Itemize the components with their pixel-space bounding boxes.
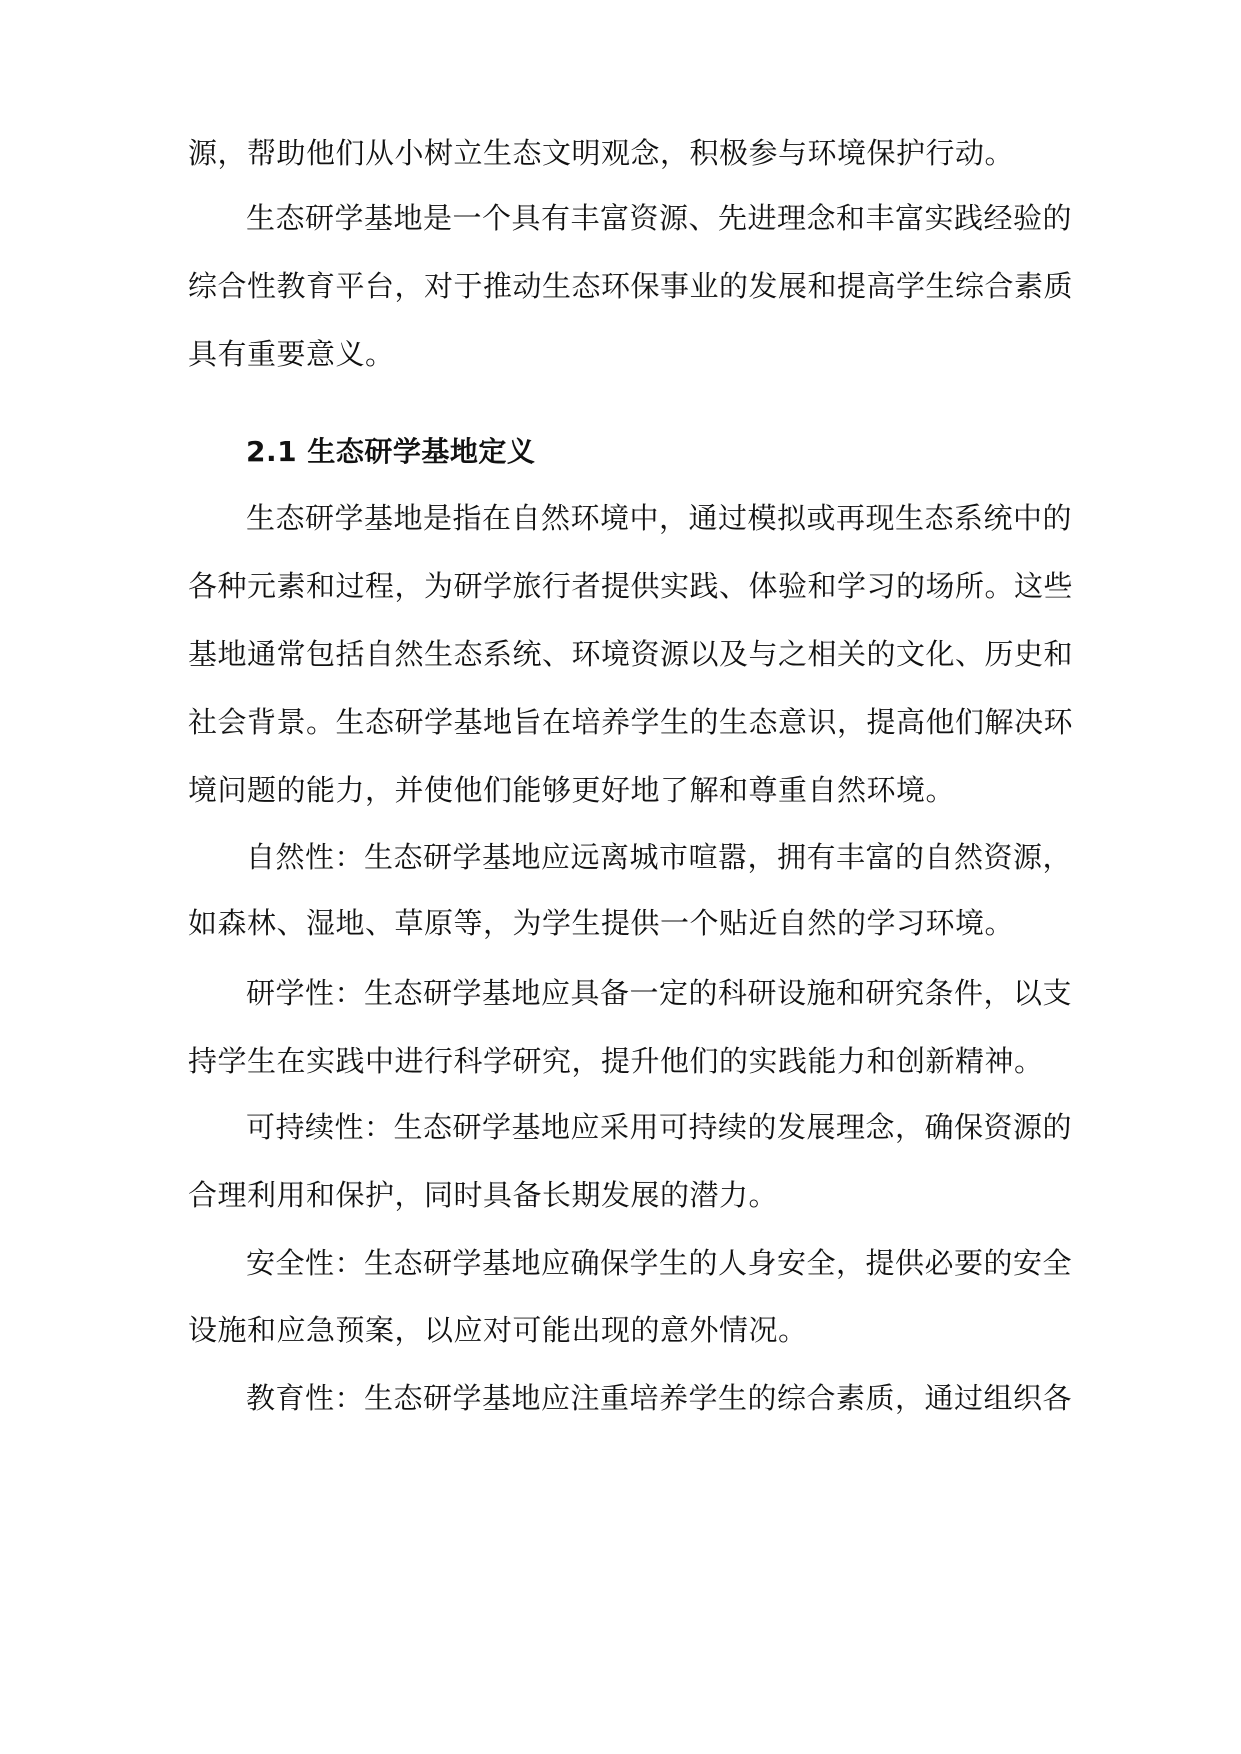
paragraph-line: 自然性：生态研学基地应远离城市喧嚣，拥有丰富的自然资源，: [246, 840, 1073, 874]
paragraph-line: 综合性教育平台，对于推动生态环保事业的发展和提高学生综合素质: [188, 269, 1074, 303]
section-heading: 2.1 生态研学基地定义: [246, 435, 536, 468]
paragraph-line: 基地通常包括自然生态系统、环境资源以及与之相关的文化、历史和: [188, 637, 1074, 671]
paragraph-line: 研学性：生态研学基地应具备一定的科研设施和研究条件，以支: [246, 976, 1073, 1010]
paragraph-line: 持学生在实践中进行科学研究，提升他们的实践能力和创新精神。: [188, 1044, 1044, 1078]
paragraph-line: 教育性：生态研学基地应注重培养学生的综合素质，通过组织各: [246, 1381, 1073, 1415]
paragraph-line: 境问题的能力，并使他们能够更好地了解和尊重自然环境。: [188, 773, 956, 807]
paragraph-line: 安全性：生态研学基地应确保学生的人身安全，提供必要的安全: [246, 1246, 1073, 1280]
paragraph-line: 源，帮助他们从小树立生态文明观念，积极参与环境保护行动。: [188, 136, 1015, 170]
paragraph-line: 可持续性：生态研学基地应采用可持续的发展理念，确保资源的: [246, 1110, 1073, 1144]
paragraph-line: 社会背景。生态研学基地旨在培养学生的生态意识，提高他们解决环: [188, 705, 1074, 739]
paragraph-line: 如森林、湿地、草原等，为学生提供一个贴近自然的学习环境。: [188, 906, 1015, 940]
paragraph-line: 具有重要意义。: [188, 337, 395, 371]
paragraph-line: 各种元素和过程，为研学旅行者提供实践、体验和学习的场所。这些: [188, 569, 1074, 603]
paragraph-line: 合理利用和保护，同时具备长期发展的潜力。: [188, 1178, 779, 1212]
paragraph-line: 生态研学基地是指在自然环境中，通过模拟或再现生态系统中的: [246, 501, 1073, 535]
paragraph-line: 生态研学基地是一个具有丰富资源、先进理念和丰富实践经验的: [246, 201, 1073, 235]
paragraph-line: 设施和应急预案，以应对可能出现的意外情况。: [188, 1313, 808, 1347]
